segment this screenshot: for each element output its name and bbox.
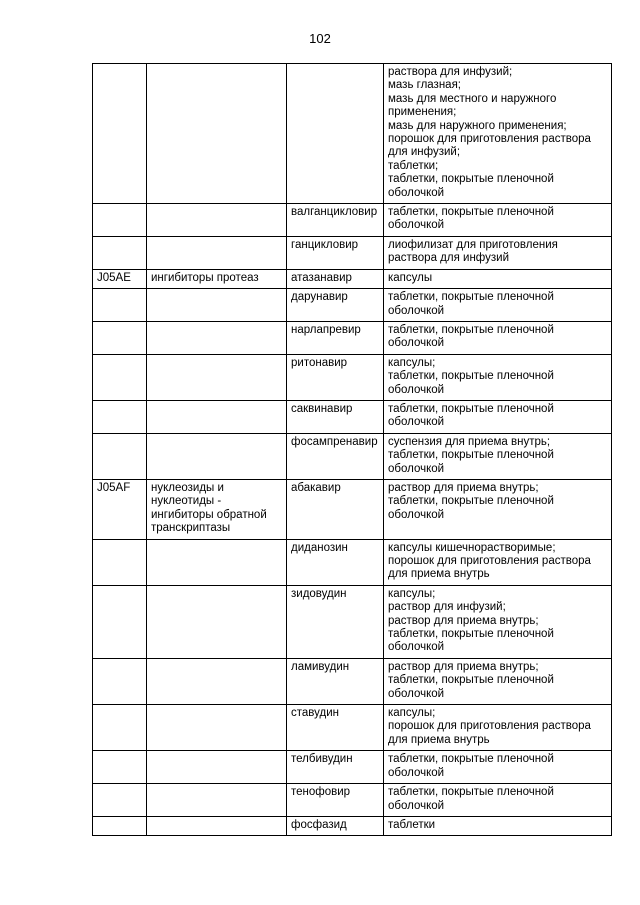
drug-name-cell: ставудин: [287, 705, 384, 751]
table-row: [93, 585, 612, 658]
atc-code-cell: [93, 400, 147, 433]
pharm-group-cell: [147, 816, 287, 835]
atc-code-cell: J05AF: [93, 479, 147, 539]
dosage-form-item: капсулы кишечнорастворимые;: [388, 541, 556, 554]
dosage-form-item: порошок для приготовления раствора для приема внутрь: [388, 720, 591, 746]
dosage-forms-cell: [384, 400, 612, 433]
pharm-group-cell: [147, 400, 287, 433]
dosage-form-item: лиофилизат для приготовления раствора для инфузий: [388, 238, 558, 265]
dosage-forms-cell: [384, 236, 612, 269]
drug-name-cell: фосампренавир: [287, 433, 384, 479]
dosage-form-item: мазь глазная;: [388, 79, 461, 92]
dosage-form-item: мазь для местного и наружного применения;: [388, 92, 557, 119]
pharm-group-cell: [147, 321, 287, 354]
table-row: [93, 400, 612, 433]
dosage-forms-cell: [384, 479, 612, 539]
table-row: [93, 64, 612, 204]
table-row: [93, 751, 612, 784]
dosage-form-item: раствор для приема внутрь;: [388, 481, 539, 494]
dosage-form-item: таблетки, покрытые пленочной оболочкой: [388, 753, 554, 779]
pharm-group-cell: [147, 64, 287, 204]
atc-code-cell: [93, 816, 147, 835]
dosage-form-item: таблетки, покрытые пленочной оболочкой: [388, 402, 554, 429]
dosage-form-item: таблетки, покрытые пленочной оболочкой: [388, 291, 554, 317]
dosage-form-item: раствор для приема внутрь;: [388, 614, 539, 627]
drug-name-cell: ламивудин: [287, 658, 384, 704]
dosage-form-item: таблетки, покрытые пленочной оболочкой: [388, 786, 554, 812]
dosage-form-item: таблетки, покрытые пленочной оболочкой: [388, 628, 554, 654]
dosage-forms-cell: [384, 321, 612, 354]
table-row: [93, 269, 612, 288]
drug-table: [92, 63, 612, 836]
dosage-form-item: капсулы;: [388, 587, 436, 600]
dosage-form-item: капсулы: [388, 271, 433, 284]
pharm-group-cell: нуклеозиды и нуклеотиды - ингибиторы обратной транскриптазы: [147, 479, 287, 539]
table-row: [93, 816, 612, 835]
dosage-forms-cell: [384, 816, 612, 835]
atc-code-cell: [93, 705, 147, 751]
atc-code-cell: [93, 236, 147, 269]
atc-code-cell: [93, 539, 147, 585]
dosage-form-item: таблетки, покрытые пленочной оболочкой: [388, 173, 554, 199]
page-number: 102: [309, 31, 331, 46]
dosage-forms-cell: [384, 204, 612, 237]
drug-name-cell: ритонавир: [287, 354, 384, 400]
dosage-forms-cell: [384, 585, 612, 658]
drug-name-cell: атазанавир: [287, 269, 384, 288]
dosage-forms-cell: [384, 269, 612, 288]
dosage-form-item: капсулы;: [388, 356, 436, 369]
dosage-form-item: раствор для инфузий;: [388, 601, 506, 614]
pharm-group-cell: [147, 289, 287, 322]
dosage-form-item: раствора для инфузий;: [388, 66, 513, 78]
dosage-forms-cell: [384, 784, 612, 817]
drug-name-cell: зидовудин: [287, 585, 384, 658]
table-row: [93, 289, 612, 322]
pharm-group-cell: [147, 539, 287, 585]
pharm-group-cell: [147, 354, 287, 400]
dosage-form-item: таблетки, покрытые пленочной оболочкой: [388, 449, 554, 475]
drug-name-cell: валганцикловир: [287, 204, 384, 237]
table-row: [93, 433, 612, 479]
dosage-form-item: порошок для приготовления раствора для приема внутрь: [388, 555, 591, 581]
drug-name-cell: нарлапревир: [287, 321, 384, 354]
dosage-form-item: мазь для наружного применения;: [388, 119, 567, 132]
dosage-form-item: суспензия для приема внутрь;: [388, 435, 551, 448]
drug-name-cell: фосфазид: [287, 816, 384, 835]
dosage-form-item: таблетки: [388, 818, 436, 831]
dosage-forms-cell: [384, 354, 612, 400]
table-row: [93, 658, 612, 704]
table-row: [93, 705, 612, 751]
dosage-forms-cell: [384, 433, 612, 479]
pharm-group-cell: [147, 585, 287, 658]
atc-code-cell: [93, 751, 147, 784]
dosage-form-item: таблетки;: [388, 159, 439, 172]
drug-name-cell: ганцикловир: [287, 236, 384, 269]
dosage-forms-cell: [384, 289, 612, 322]
dosage-forms-cell: [384, 539, 612, 585]
dosage-form-item: таблетки, покрытые пленочной оболочкой: [388, 206, 554, 232]
table-row: [93, 354, 612, 400]
drug-name-cell: саквинавир: [287, 400, 384, 433]
dosage-forms-cell: [384, 751, 612, 784]
atc-code-cell: [93, 585, 147, 658]
dosage-form-item: таблетки, покрытые пленочной оболочкой: [388, 674, 554, 700]
atc-code-cell: [93, 658, 147, 704]
pharm-group-cell: [147, 204, 287, 237]
pharm-group-cell: [147, 751, 287, 784]
dosage-form-item: таблетки, покрытые пленочной оболочкой: [388, 370, 554, 396]
table-row: [93, 321, 612, 354]
drug-name-cell: тенофовир: [287, 784, 384, 817]
dosage-form-item: таблетки, покрытые пленочной оболочкой: [388, 495, 554, 521]
atc-code-cell: J05AE: [93, 269, 147, 288]
dosage-form-item: таблетки, покрытые пленочной оболочкой: [388, 323, 554, 350]
drug-name-cell: диданозин: [287, 539, 384, 585]
atc-code-cell: [93, 321, 147, 354]
pharm-group-cell: [147, 784, 287, 817]
pharm-group-cell: [147, 705, 287, 751]
table-row: [93, 204, 612, 237]
table-row: [93, 479, 612, 539]
pharm-group-cell: [147, 236, 287, 269]
atc-code-cell: [93, 784, 147, 817]
table-row: [93, 784, 612, 817]
drug-name-cell: дарунавир: [287, 289, 384, 322]
atc-code-cell: [93, 433, 147, 479]
dosage-form-item: капсулы;: [388, 707, 436, 720]
pharm-group-cell: [147, 658, 287, 704]
drug-name-cell: абакавир: [287, 479, 384, 539]
pharm-group-cell: [147, 433, 287, 479]
dosage-form-item: раствор для приема внутрь;: [388, 660, 539, 673]
drug-name-cell: [287, 64, 384, 204]
drug-table-body: [93, 64, 612, 836]
table-row: [93, 539, 612, 585]
atc-code-cell: [93, 289, 147, 322]
dosage-forms-cell: [384, 64, 612, 204]
atc-code-cell: [93, 354, 147, 400]
dosage-forms-cell: [384, 658, 612, 704]
pharm-group-cell: ингибиторы протеаз: [147, 269, 287, 288]
drug-name-cell: телбивудин: [287, 751, 384, 784]
atc-code-cell: [93, 204, 147, 237]
dosage-form-item: порошок для приготовления раствора для инфузий;: [388, 133, 591, 159]
atc-code-cell: [93, 64, 147, 204]
dosage-forms-cell: [384, 705, 612, 751]
table-row: [93, 236, 612, 269]
